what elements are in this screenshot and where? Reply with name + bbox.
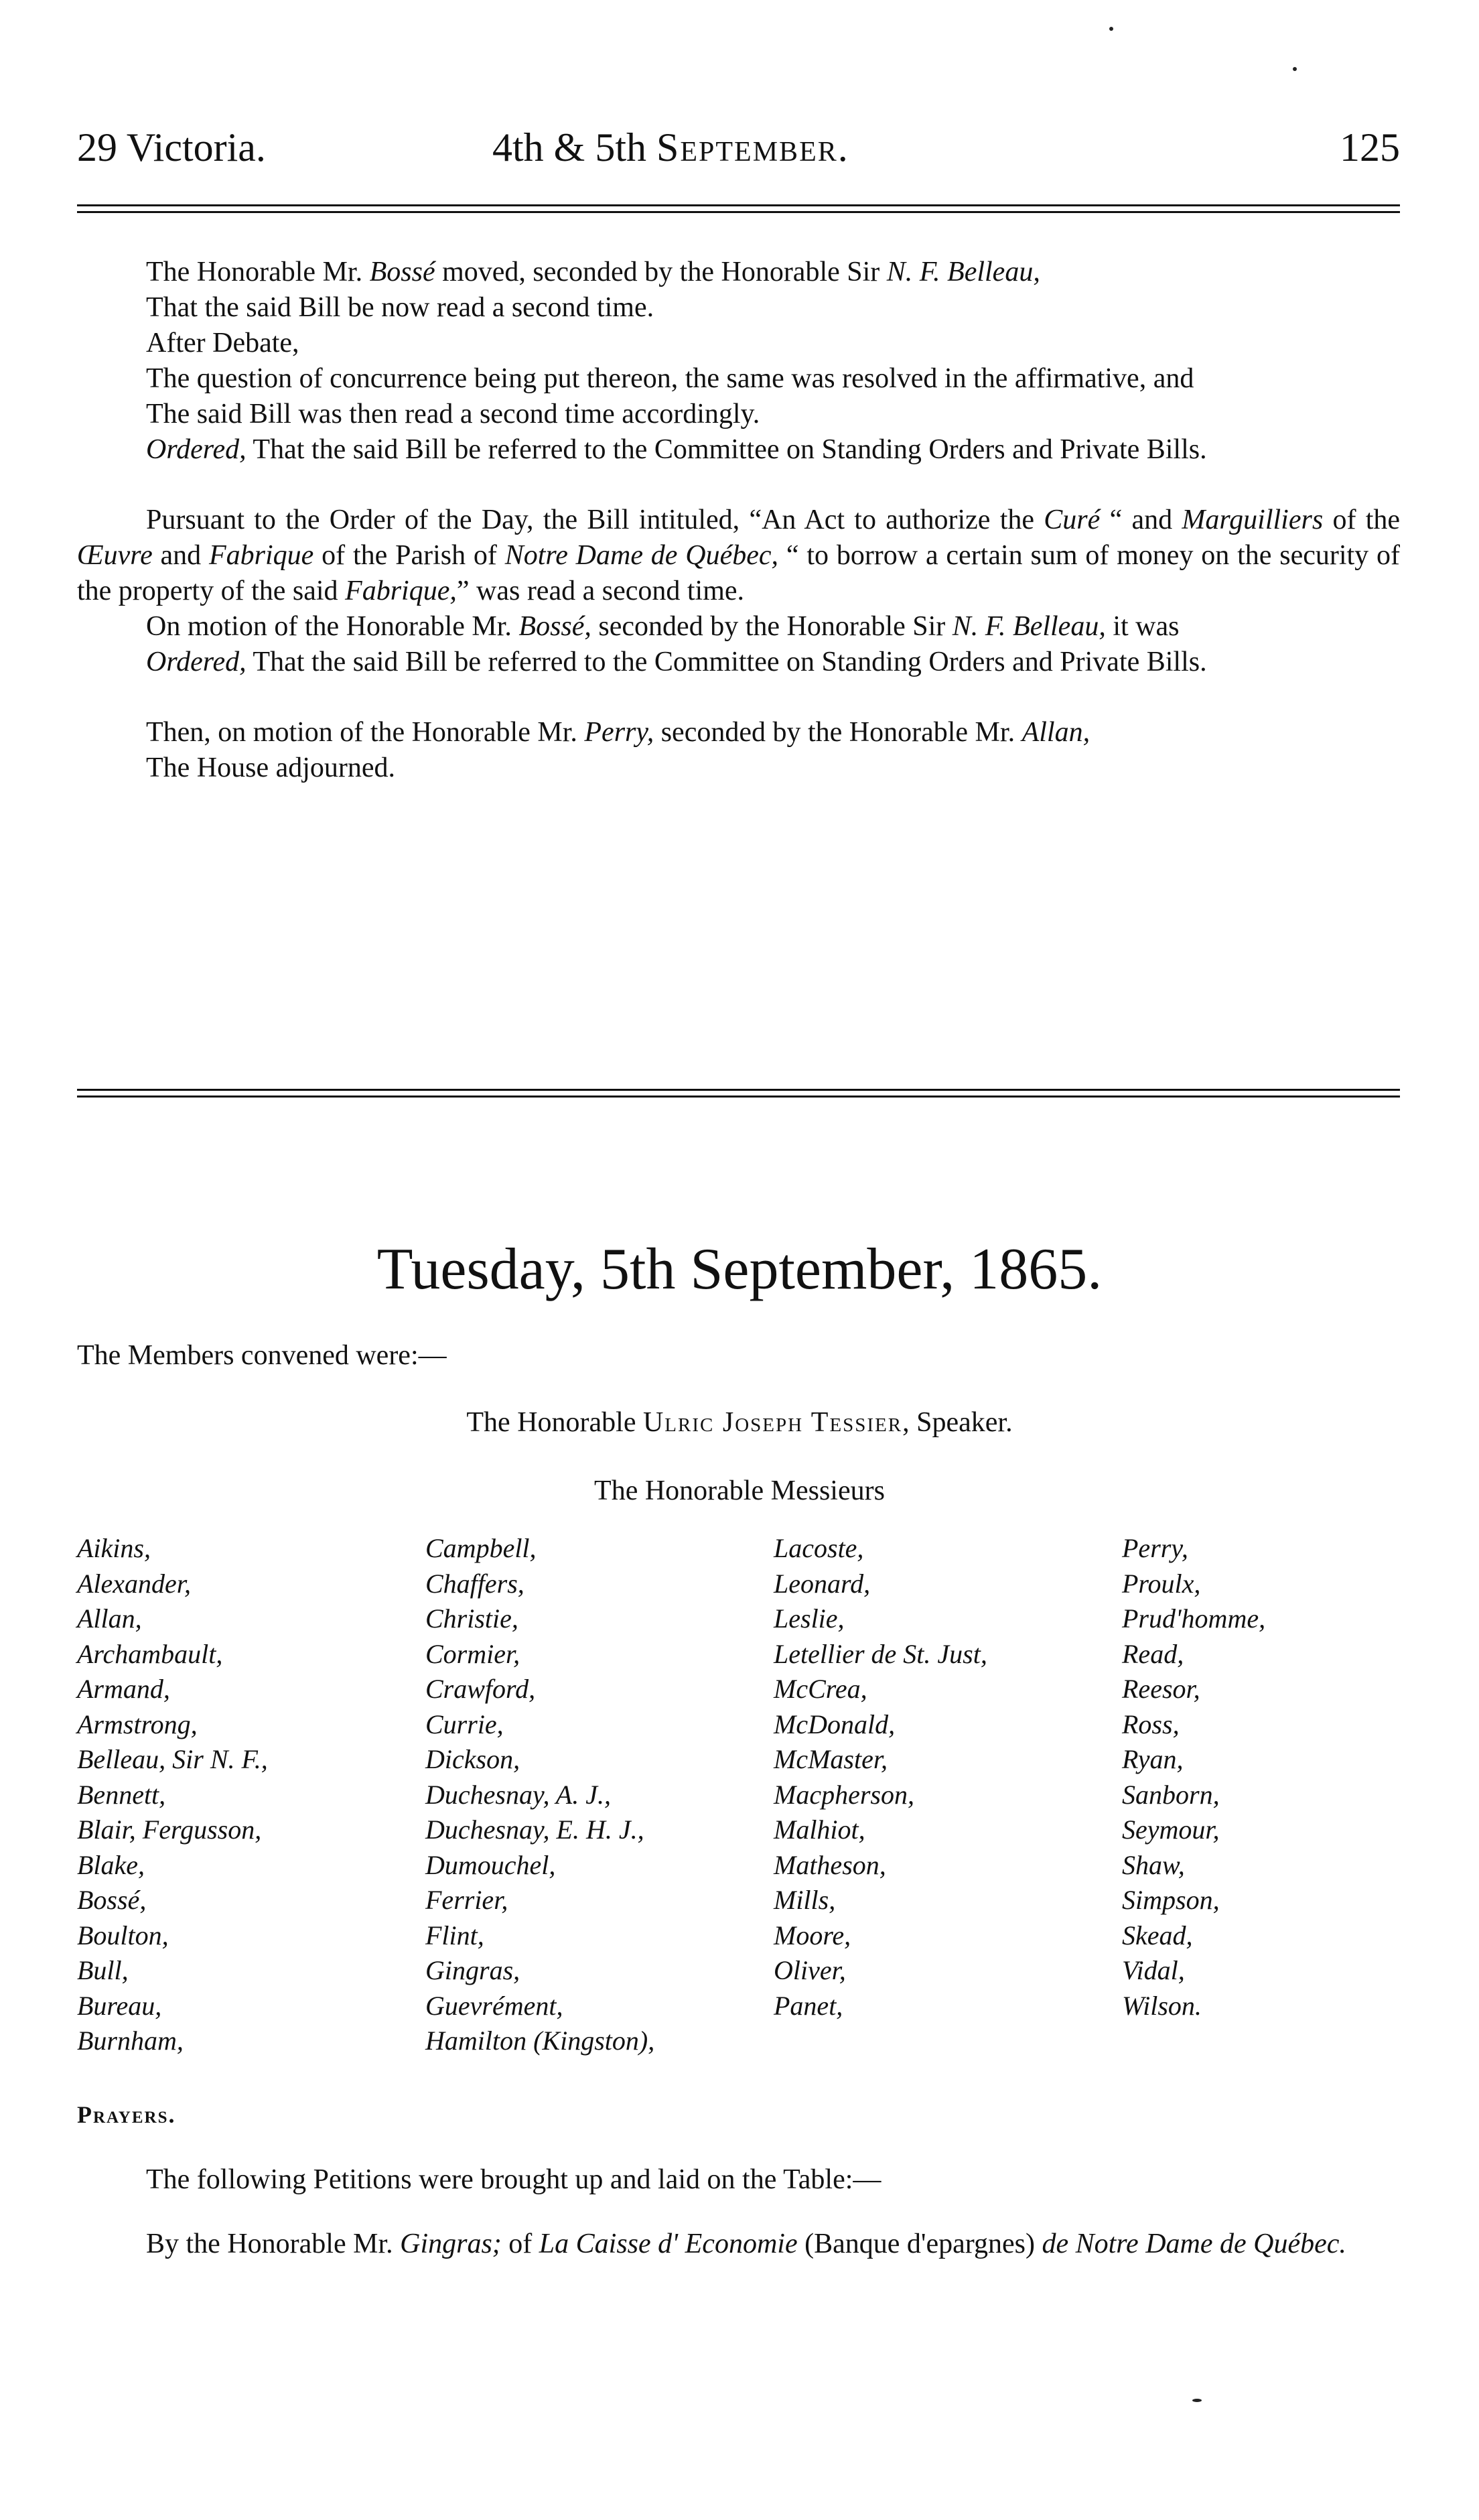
member-name: Proulx, [1122,1568,1201,1599]
member-name: Burnham, [77,2026,184,2056]
text-run: Then, on motion of the Honorable Mr. [146,717,585,748]
text-run: , Speaker. [902,1407,1013,1438]
member-name: Allan, [77,1603,142,1634]
member-name: Gingras, [425,1955,520,1985]
text-run: The Honorable [466,1407,643,1438]
prayers-heading: Prayers. [77,2101,176,2128]
member-name: Moore, [774,1920,851,1950]
member-name: Macpherson, [774,1779,914,1810]
text-run: of the [1323,505,1400,535]
member-name: Simpson, [1122,1885,1220,1915]
text-run: seconded by the Honorable Sir [591,611,953,642]
member-name: Duchesnay, E. H. J., [425,1814,644,1845]
text-run: “ to borrow a certain sum of money on the security of the property of the said [77,540,1400,606]
members-column-2 [425,1531,654,2059]
member-name: Bennett, [77,1779,166,1810]
member-name: Flint, [425,1920,484,1950]
bill-read-paragraph: The said Bill was then read a second time accordingly. [146,399,760,429]
member-name: Bureau, [77,1990,162,2021]
member-name: Perry, [1122,1533,1188,1563]
member-name: Bossé [369,257,435,287]
member-name: Panet, [774,1990,843,2021]
member-name: Ferrier, [425,1885,508,1915]
text-run: “ and [1100,505,1182,535]
member-name: Reesor, [1122,1674,1200,1704]
text-run: ” was read a second time. [456,576,745,606]
member-name: McMaster, [774,1744,888,1774]
text-run: of [501,2229,539,2259]
italic-term: de Notre Dame de Québec. [1042,2229,1346,2259]
running-head [77,121,1400,174]
member-name: Gingras; [400,2229,502,2259]
member-name: Malhiot, [774,1814,865,1845]
proceedings-section-1 [77,255,1400,786]
italic-term: La Caisse d' Economie [539,2229,798,2259]
page-number: 125 [1340,125,1400,170]
member-name: Duchesnay, A. J., [425,1779,611,1810]
print-speck [1109,27,1113,31]
member-name: Leslie, [774,1603,845,1634]
member-name: Leonard, [774,1568,871,1599]
member-name: Alexander, [77,1568,191,1599]
member-name: Wilson. [1122,1990,1202,2021]
member-name: Dumouchel, [425,1849,556,1880]
members-convened-label: The Members convened were:— [77,1340,447,1371]
text-run: seconded by the Honorable Mr. [654,717,1022,748]
motion-paragraph-2 [77,609,1400,645]
header-date [492,121,849,174]
italic-term: Curé [1044,505,1101,535]
member-name: Blair, Fergusson, [77,1814,262,1845]
italic-term: Marguilliers [1182,505,1324,535]
members-list [0,1531,1479,2067]
member-name: Currie, [425,1709,504,1739]
member-name: Prud'homme, [1122,1603,1266,1634]
day-heading: Tuesday, 5th September, 1865. [376,1237,1103,1302]
member-name: Mills, [774,1885,836,1915]
petitions-intro: The following Petitions were brought up and laid on the Table:— [146,2164,882,2195]
text-run: Pursuant to the Order of the Day, the Bill intituled, “An Act to authorize the [146,505,1044,535]
member-name: Matheson, [774,1849,886,1880]
member-name: Armand, [77,1674,170,1704]
member-name: Vidal, [1122,1955,1185,1985]
print-speck [1192,2399,1202,2402]
header-month: September. [656,125,849,170]
member-name: Read, [1122,1638,1184,1669]
speaker-line [0,1404,1479,1441]
member-name: Letellier de St. Just, [774,1638,987,1669]
messieurs-label: The Honorable Messieurs [594,1475,885,1506]
member-name: Bull, [77,1955,129,1985]
member-name: Oliver, [774,1955,846,1985]
order-of-day-paragraph [77,503,1400,609]
print-speck [1293,67,1297,71]
member-name: Chaffers, [425,1568,524,1599]
member-name: Christie, [425,1603,518,1634]
text-run: moved, seconded by the Honorable Sir [435,257,887,287]
italic-term: Notre Dame de Québec, [504,540,779,571]
header-rule [77,204,1400,214]
member-name: Belleau, Sir N. F., [77,1744,268,1774]
adjourned-text: The House adjourned. [146,752,396,783]
text-run: of the Parish of [313,540,505,571]
petitions-section [77,2161,1400,2263]
text-run: it was [1105,611,1180,642]
members-column-3 [774,1531,987,2024]
petition-item [77,2225,1400,2263]
question-paragraph: The question of concurrence being put thereon, the same was resolved in the affirmative, and [146,363,1194,394]
member-name: Hamilton (Kingston), [425,2026,655,2056]
member-name: Shaw, [1122,1849,1185,1880]
member-name: Guevrément, [425,1990,563,2021]
member-name: Ross, [1122,1709,1180,1739]
member-name: Archambault, [77,1638,223,1669]
motion-paragraph [77,255,1400,290]
ordered-paragraph [77,432,1400,468]
text-run: By the Honorable Mr. [146,2229,401,2259]
section-divider-rule [77,1089,1400,1098]
member-name: McCrea, [774,1674,867,1704]
text-run: (Banque d'epargnes) [797,2229,1042,2259]
italic-term: Fabrique, [345,576,457,606]
member-name: Sanborn, [1122,1779,1220,1810]
member-name: Dickson, [425,1744,520,1774]
member-name: Bossé, [77,1885,147,1915]
member-name: Cormier, [425,1638,520,1669]
member-name: Lacoste, [774,1533,864,1563]
text-run: On motion of the Honorable Mr. [146,611,519,642]
italic-term: Œuvre [77,540,153,571]
members-column-1 [77,1531,268,2059]
text-run: That the said Bill be referred to the Committee on Standing Orders and Private Bills. [246,434,1207,465]
member-name: Armstrong, [77,1709,198,1739]
member-name: N. F. Belleau, [886,257,1040,287]
session-label: 29 Victoria. [77,125,266,170]
member-name: Allan, [1022,717,1090,748]
member-name: Aikins, [77,1533,151,1563]
ordered-label: Ordered, [146,647,246,677]
text-run: That the said Bill be referred to the Committee on Standing Orders and Private Bills. [246,647,1207,677]
members-column-4 [1122,1531,1265,2024]
member-name: Perry, [584,717,654,748]
member-name: Crawford, [425,1674,536,1704]
member-name: Campbell, [425,1533,537,1563]
text-run: and [152,540,210,571]
member-name: Ryan, [1122,1744,1184,1774]
member-name: Blake, [77,1849,145,1880]
header-date-prefix: 4th & 5th [492,125,657,170]
ordered-label: Ordered, [146,434,246,465]
member-name: N. F. Belleau, [952,611,1106,642]
adjournment-motion [77,715,1400,750]
motion-text: That the said Bill be now read a second time. [146,292,654,323]
member-name: Skead, [1122,1920,1193,1950]
member-name: Seymour, [1122,1814,1220,1845]
ordered-paragraph-2 [77,645,1400,680]
after-debate: After Debate, [146,328,299,358]
member-name: Boulton, [77,1920,169,1950]
member-name: Bossé, [518,611,591,642]
member-name: McDonald, [774,1709,896,1739]
speaker-name: Ulric Joseph Tessier [642,1407,903,1438]
italic-term: Fabrique [209,540,314,571]
text-run: The Honorable Mr. [146,257,370,287]
